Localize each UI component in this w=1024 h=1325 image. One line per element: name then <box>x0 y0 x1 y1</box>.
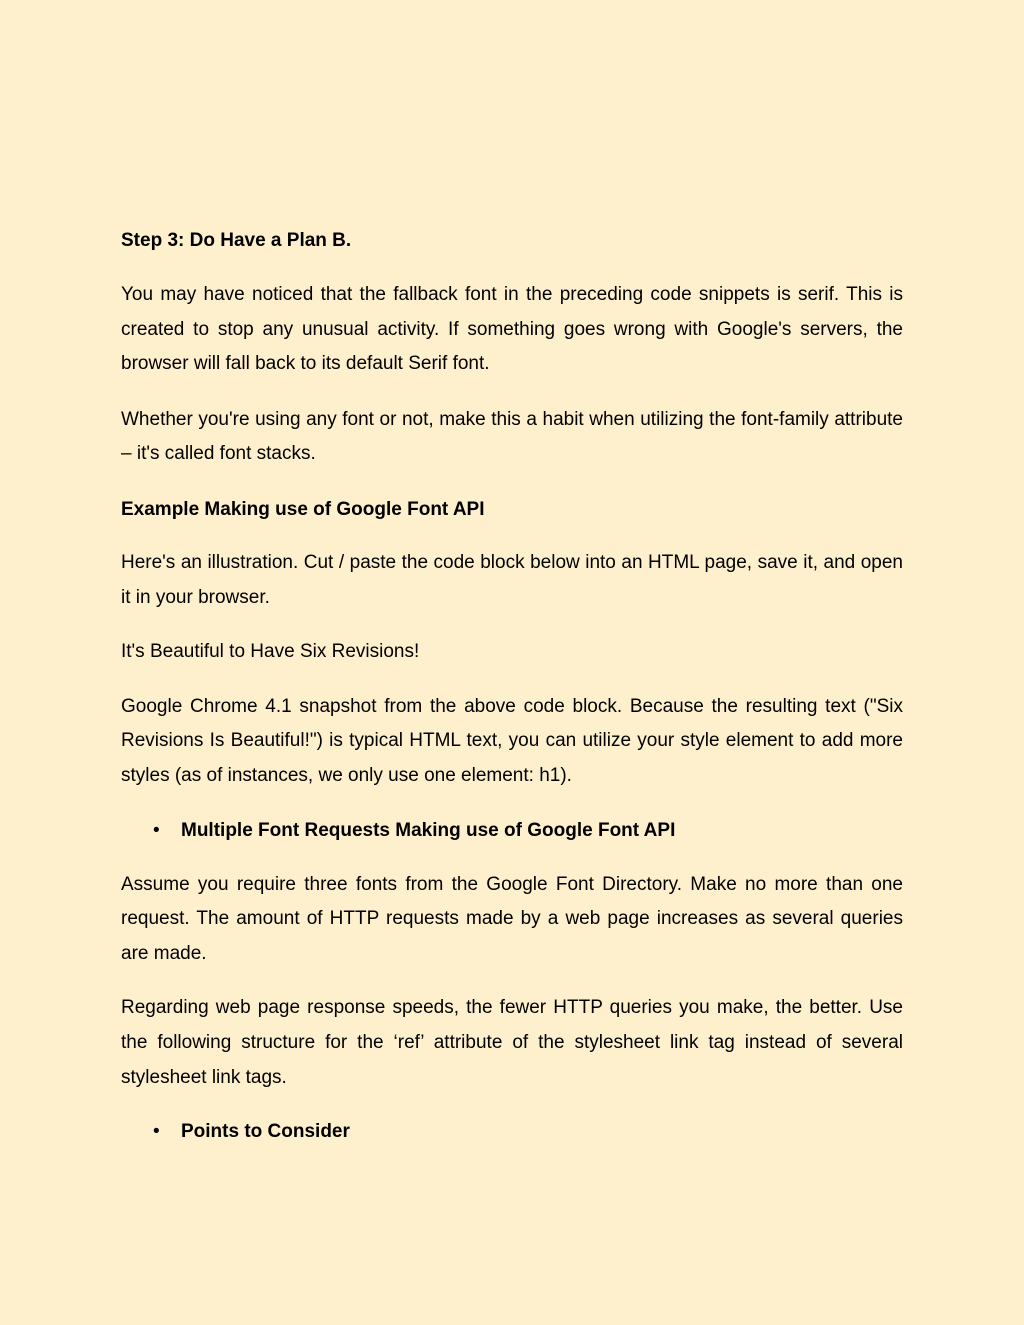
illustration-paragraph: Here's an illustration. Cut / paste the code block below into an HTML page, save it, and open it in your browser. <box>121 551 903 608</box>
bullet-icon: • <box>153 819 160 841</box>
step-heading: Step 3: Do Have a Plan B. <box>121 230 352 251</box>
bullet-points-to-consider <box>121 1117 903 1147</box>
chrome-snapshot-paragraph: Google Chrome 4.1 snapshot from the above code block. Because the resulting text ("Six Revisions Is Beautiful!") is typical HTML text, you can utilize your style element to add more styles (as of instances, we only use one element: h1). <box>121 695 903 786</box>
font-stacks-paragraph: Whether you're using any font or not, make this a habit when utilizing the font-family attribute – it's called font stacks. <box>121 408 903 465</box>
sample-text-paragraph: It's Beautiful to Have Six Revisions! <box>121 641 420 663</box>
bullet-label: Multiple Font Requests Making use of Google Font API <box>181 819 676 841</box>
bullet-multiple-font-requests <box>121 816 903 846</box>
example-heading: Example Making use of Google Font API <box>121 498 485 520</box>
http-queries-paragraph: Regarding web page response speeds, the fewer HTTP queries you make, the better. Use the following structure for the ‘ref’ attribute of the stylesheet link tag instead of several stylesheet link tags. <box>121 997 903 1088</box>
document-page <box>121 226 903 1147</box>
fallback-font-paragraph: You may have noticed that the fallback font in the preceding code snippets is serif. This is created to stop any unusual activity. If something goes wrong with Google's servers, the browser will fall back to its default Serif font. <box>121 284 903 375</box>
bullet-icon: • <box>153 1121 160 1143</box>
bullet-label: Points to Consider <box>181 1121 350 1143</box>
three-fonts-paragraph: Assume you require three fonts from the Google Font Directory. Make no more than one request. The amount of HTTP requests made by a web page increases as several queries are made. <box>121 873 903 964</box>
